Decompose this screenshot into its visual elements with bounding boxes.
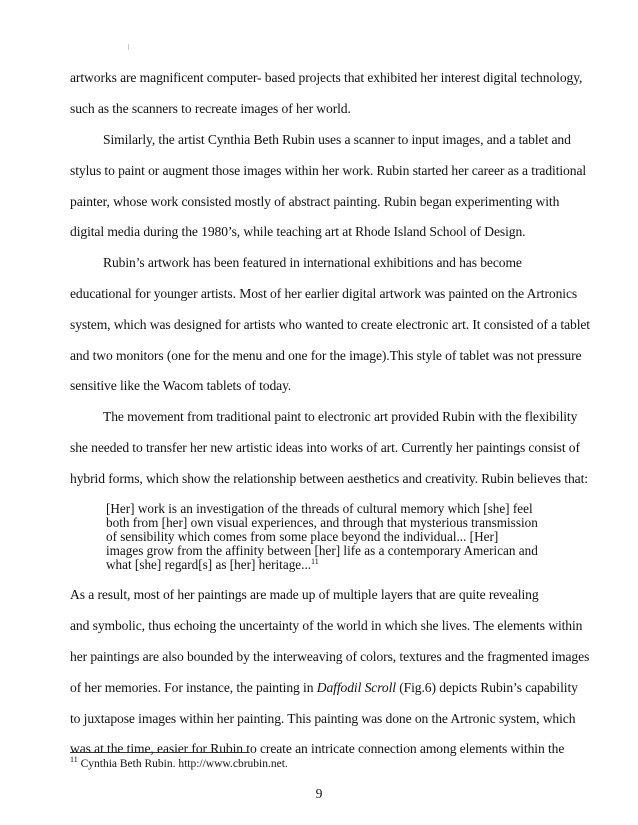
text-line: to juxtapose images within her painting. This painting was done on the Artronic system, which [70,711,576,726]
footnote-divider [70,752,248,753]
text-line: her paintings are also bounded by the interweaving of colors, textures and the fragmented images [70,649,590,664]
footnote [70,755,288,771]
text-line: artworks are magnificent computer- based projects that exhibited her interest digital technology, [70,70,583,85]
text-span: of her memories. For instance, the painting in [70,680,314,695]
text-line: educational for younger artists. Most of her earlier digital artwork was painted on the Artronics [70,286,578,301]
quote-line: both from [her] own visual experiences, and through that mysterious transmission [106,515,538,530]
text-line: she needed to transfer her new artistic ideas into works of art. Currently her paintings consist of [70,440,580,455]
quote-text: what [she] regard[s] as [her] heritage... [106,557,312,572]
artwork-title: Daffodil Scroll [316,680,396,695]
text-line: and two monitors (one for the menu and one for the image).This style of tablet was not pressure [70,348,582,363]
quote-line: images grow from the affinity between [her] life as a contemporary American and [106,543,538,558]
footnote-number: 11 [70,755,78,764]
text-line: painter, whose work consisted mostly of abstract painting. Rubin began experimenting with [70,194,560,209]
scan-artifact [128,44,129,50]
text-line: stylus to paint or augment those images within her work. Rubin started her career as a traditional [70,163,587,178]
footnote-text: Cynthia Beth Rubin. http://www.cbrubin.net. [77,758,288,770]
text-line: As a result, most of her paintings are made up of multiple layers that are quite revealing [70,587,539,602]
text-line: The movement from traditional paint to electronic art provided Rubin with the flexibility [103,409,578,424]
text-line [70,680,578,696]
text-line: such as the scanners to recreate images of her world. [70,101,351,116]
text-line: Rubin’s artwork has been featured in international exhibitions and has become [103,255,522,270]
quote-line: of sensibility which comes from some place beyond the individual... [Her] [106,529,499,544]
text-line: digital media during the 1980’s, while teaching art at Rhode Island School of Design. [70,224,526,239]
page-number: 9 [315,786,323,801]
text-line: Similarly, the artist Cynthia Beth Rubin uses a scanner to input images, and a tablet and [103,132,571,147]
footnote-reference: 11 [311,557,319,566]
text-span: (Fig.6) depicts Rubin’s capability [395,680,578,695]
text-line: system, which was designed for artists who wanted to create electronic art. It consisted of a tablet [70,317,590,332]
quote-line-last [106,558,546,573]
text-line: hybrid forms, which show the relationship between aesthetics and creativity. Rubin believes that: [70,471,588,486]
text-line: sensitive like the Wacom tablets of today. [70,378,292,393]
quote-line: [Her] work is an investigation of the threads of cultural memory which [she] feel [106,501,533,516]
text-line: was at the time, easier for Rubin to create an intricate connection among elements within the [70,741,565,756]
text-line: and symbolic, thus echoing the uncertainty of the world in which she lives. The elements within [70,618,583,633]
